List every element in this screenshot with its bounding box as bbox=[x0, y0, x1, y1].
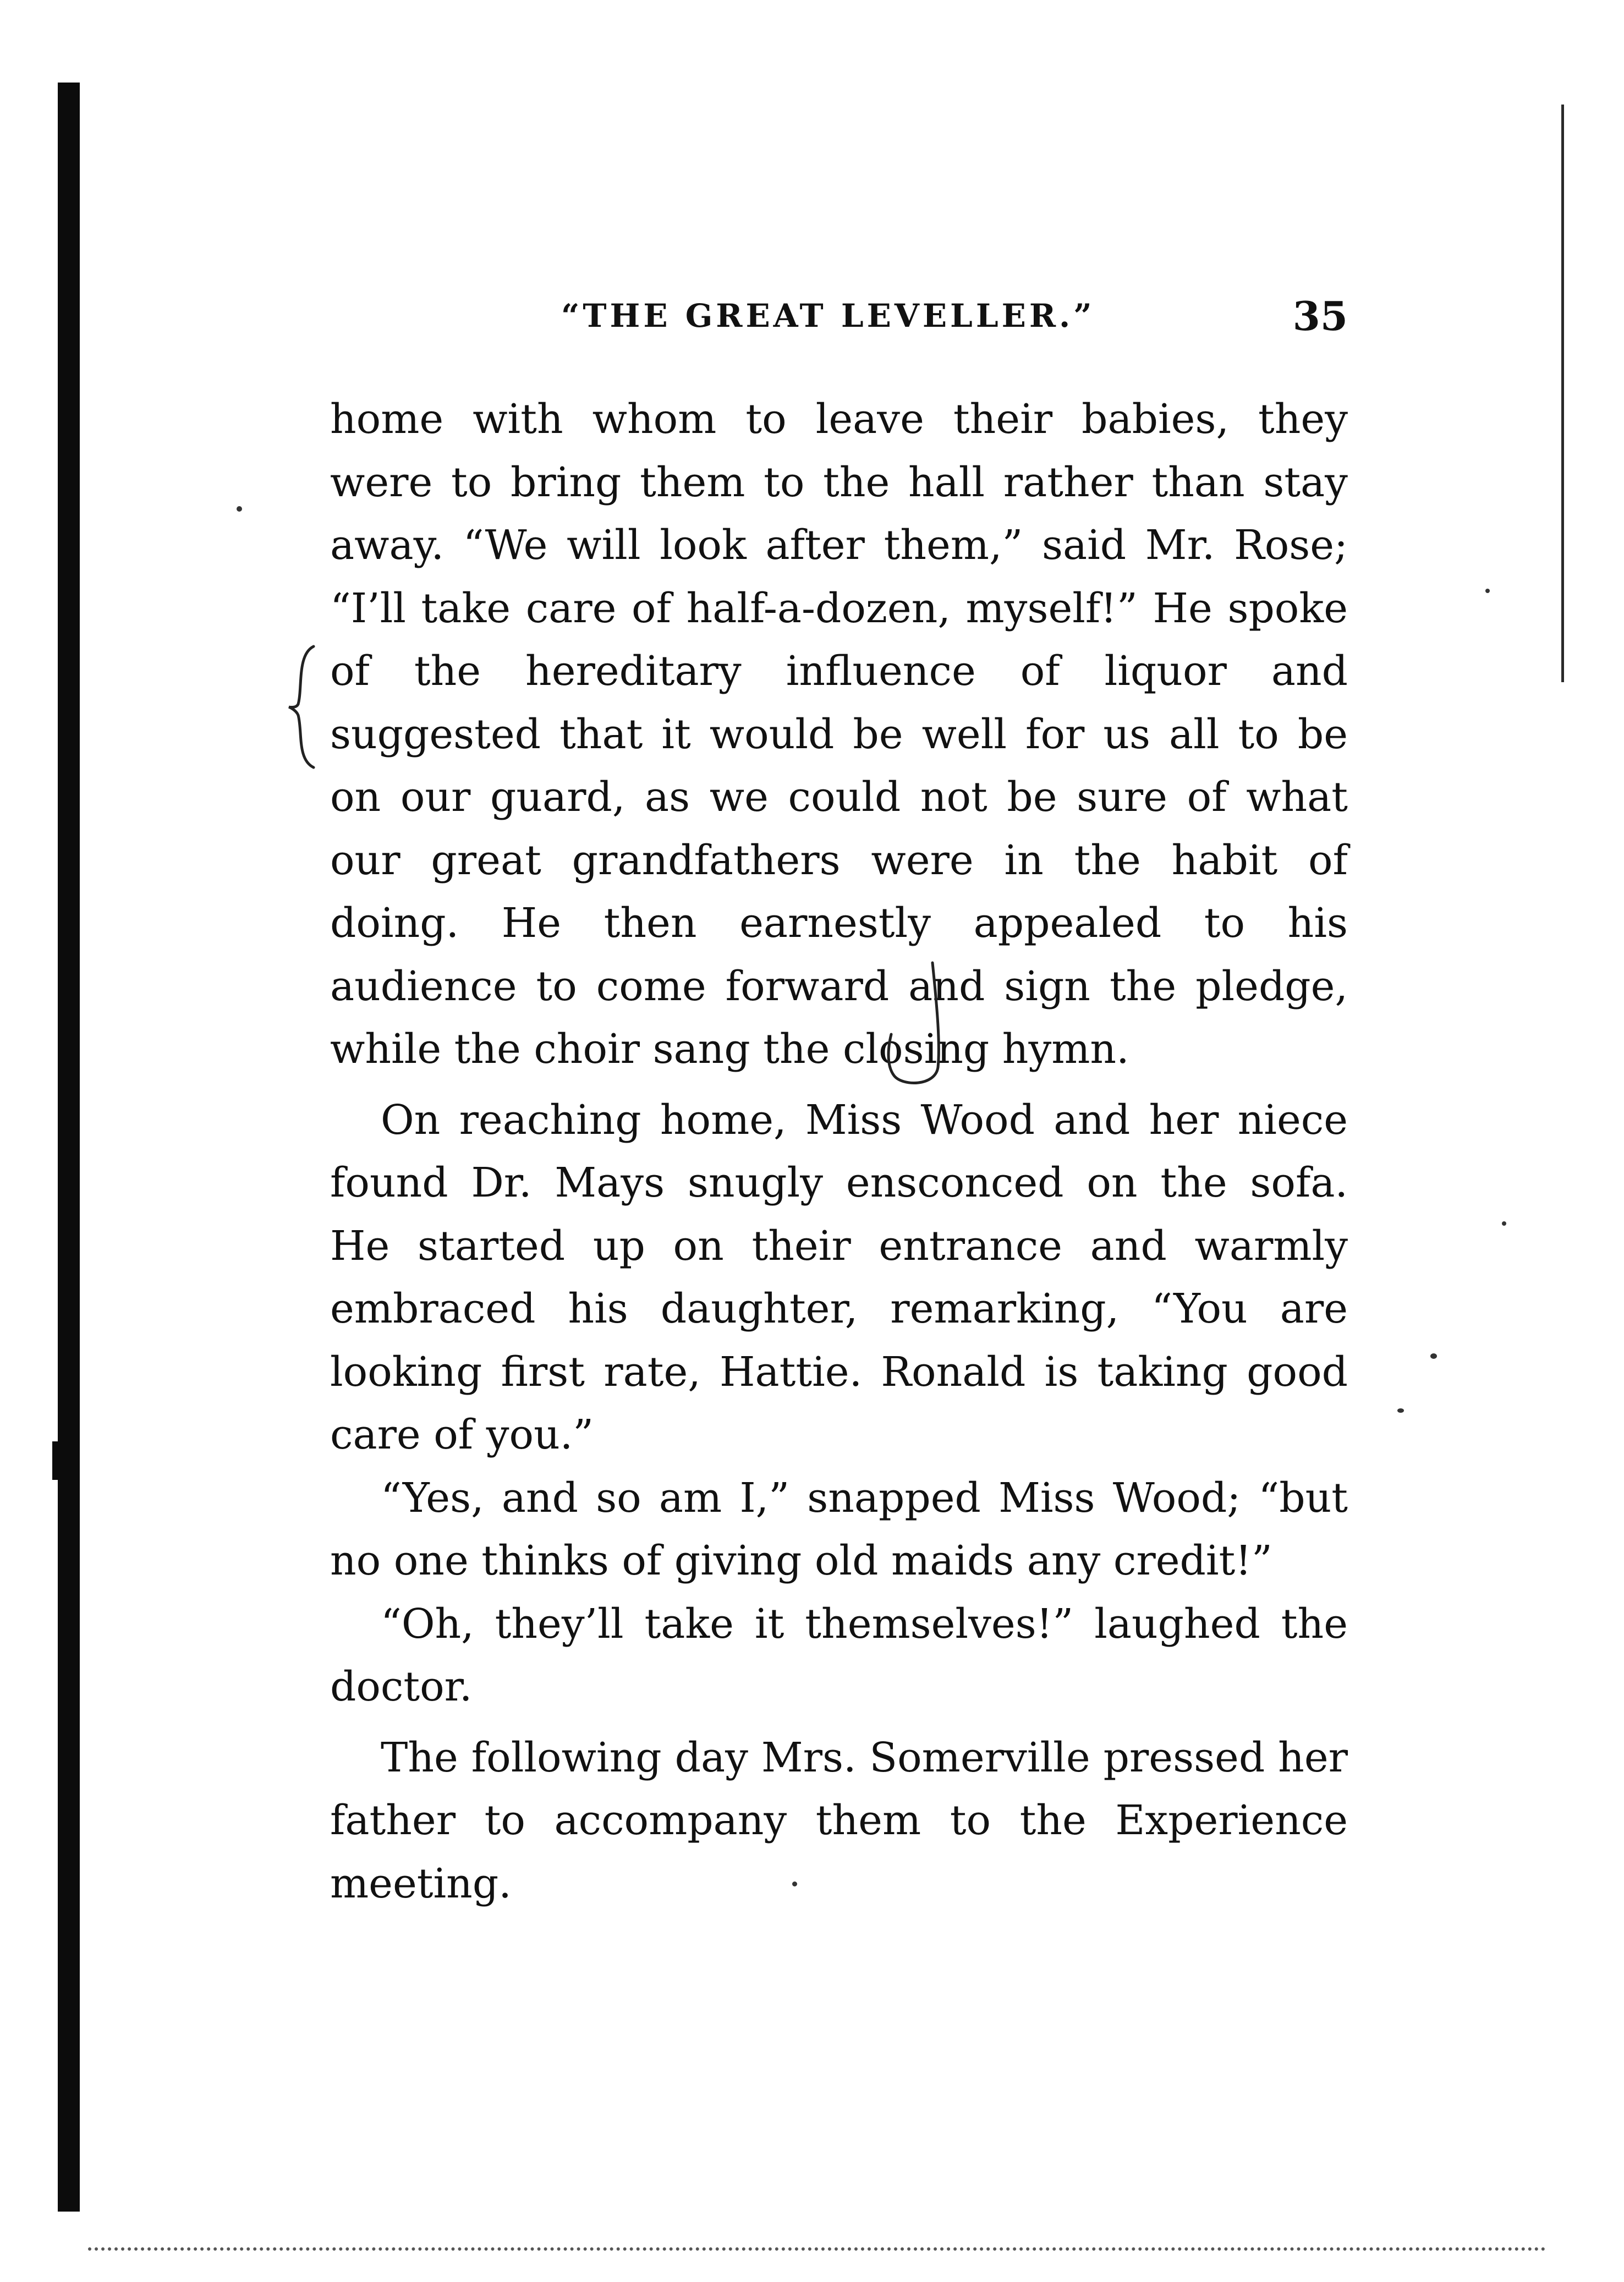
handwritten-loop-mark bbox=[880, 957, 952, 1089]
running-title: “THE GREAT LEVELLER.” bbox=[561, 297, 1095, 334]
scan-speck bbox=[1397, 1408, 1404, 1413]
scan-speck bbox=[1430, 1353, 1437, 1359]
handwritten-brace-mark bbox=[286, 644, 319, 770]
paragraph: The following day Mrs. Somerville pressed her father to accompany them to the Experience meeting. bbox=[330, 1734, 1348, 1907]
scan-edge-bottom bbox=[88, 2247, 1546, 2251]
page-number: 35 bbox=[1292, 293, 1348, 339]
paragraph: home with whom to leave their babies, they were to bring them to the hall rather than stay away. “We will look after them,” said Mr. Rose; “I’ll take care of half-a-dozen, myself!” He spoke of the hereditary influence of liquor and suggested that it would be well for us all to be on our guard, as we could not be sure of what our great grandfathers were in the habit of doing. He then earnestly appealed to his audience to come forward and sign the pledge, while the choir sang the closing hymn. bbox=[330, 396, 1348, 1073]
scan-speck bbox=[237, 506, 242, 512]
scan-speck bbox=[1502, 1221, 1506, 1226]
scan-edge-right bbox=[1561, 105, 1564, 682]
scan-edge-left bbox=[58, 83, 80, 2212]
running-head bbox=[330, 293, 1348, 347]
scan-speck bbox=[1485, 589, 1490, 593]
paragraph: “Oh, they’ll take it themselves!” laughed the doctor. bbox=[330, 1600, 1348, 1710]
paragraph: On reaching home, Miss Wood and her niece found Dr. Mays snugly ensconced on the sofa. He started up on their entrance and warmly embraced his daughter, remarking, “You are looking first rate, Hattie. Ronald is taking good care of you.” bbox=[330, 1096, 1348, 1458]
scan-edge-notch bbox=[52, 1441, 69, 1480]
paragraph: “Yes, and so am I,” snapped Miss Wood; “but no one thinks of giving old maids any credit!” bbox=[330, 1474, 1348, 1584]
body-text bbox=[330, 388, 1348, 1915]
